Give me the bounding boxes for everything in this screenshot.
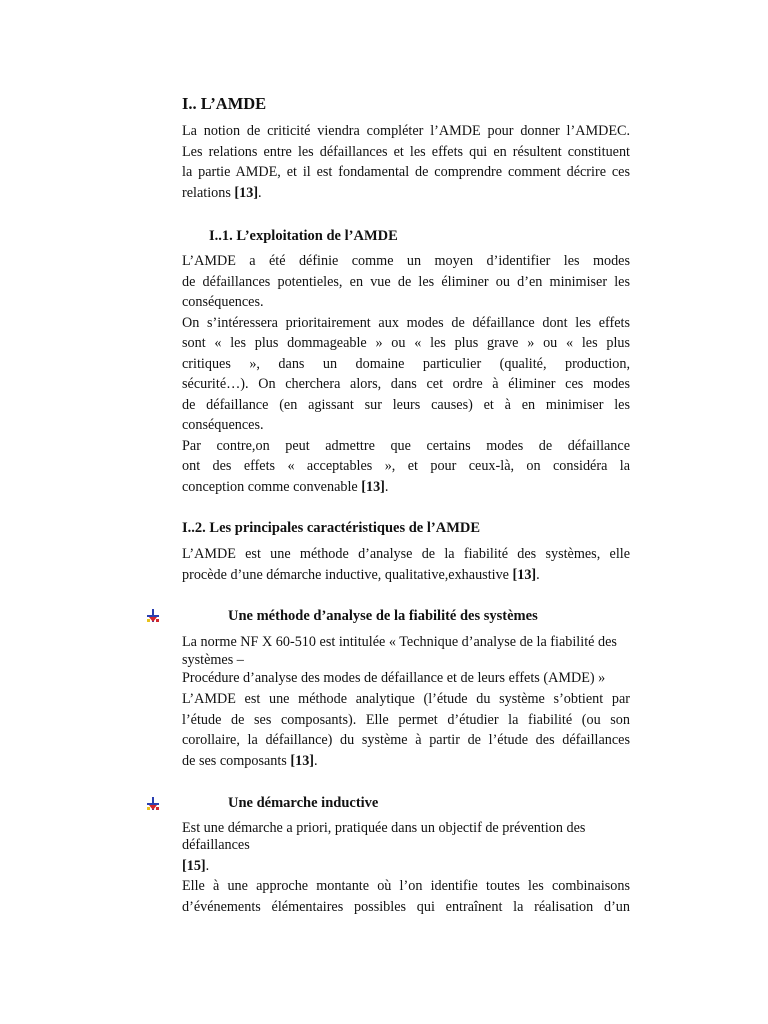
para-line: de défaillance (en agissant sur leurs causes) et à en minimiser les <box>182 396 630 413</box>
para-text: conception comme convenable <box>182 478 362 495</box>
citation-ref: [13] <box>234 184 259 201</box>
para-line: Procédure d’analyse des modes de défaillance et de leurs effets (AMDE) » <box>182 670 606 686</box>
sentence-end: . <box>384 478 389 495</box>
para-line: de défaillances potentieles, en vue de les éliminer ou d’en minimiser les <box>182 273 630 290</box>
para-line-last <box>182 477 630 498</box>
para-line: conséquences. <box>182 294 264 310</box>
para-line-last <box>182 751 630 772</box>
sentence-end: . <box>536 566 540 583</box>
citation-ref: [15] <box>182 858 206 874</box>
para-line: Par contre,on peut admettre que certains modes de défaillance <box>182 437 630 454</box>
exploitation-paragraph <box>182 251 630 497</box>
citation-ref: [13] <box>290 752 315 769</box>
para-line: L’AMDE est une méthode d’analyse de la fiabilité des systèmes, elle <box>182 546 630 562</box>
bullet-arrow-icon <box>146 609 160 623</box>
sentence-end: . <box>258 184 262 201</box>
sentence-end: . <box>314 752 318 769</box>
caracteristiques-paragraph <box>182 544 630 585</box>
para-line: Est une démarche a priori, pratiquée dans un objectif de prévention des défaillances <box>182 820 586 853</box>
para-line: sécurité…). On cherchera alors, dans cet ordre à éliminer ces modes <box>182 376 630 392</box>
para-line: L’AMDE a été définie comme un moyen d’identifier les modes <box>182 253 630 269</box>
para-line-ref <box>182 856 630 877</box>
para-text: procède d’une démarche inductive, qualitative,exhaustive <box>182 566 513 583</box>
demarche-paragraph <box>182 876 630 917</box>
bullet-title-methode: Une méthode d’analyse de la fiabilité des systèmes <box>228 608 538 624</box>
methode-paragraph-top <box>182 633 646 687</box>
para-line: ont des effets « acceptables », et pour ceux-là, on considéra la <box>182 458 630 474</box>
demarche-ref-line <box>182 856 630 877</box>
sentence-end: . <box>205 858 210 874</box>
para-line: L’AMDE est une méthode analytique (l’étude du système s’obtient par <box>182 691 630 707</box>
intro-line-last <box>182 183 630 204</box>
para-line-last <box>182 565 630 586</box>
para-line: critiques », dans un domaine particulier (qualité, production, <box>182 355 630 372</box>
para-line: Elle à une approche montante où l’on identifie toutes les combinaisons <box>182 878 630 894</box>
demarche-paragraph-top <box>182 820 646 854</box>
para-line: corollaire, la défaillance) du système à partir de l’étude des défaillances <box>182 732 630 748</box>
para-line: d’événements élémentaires possibles qui entraînent la réalisation d’un <box>182 898 630 915</box>
intro-line: La notion de criticité viendra compléter l’AMDE pour donner l’AMDEC. <box>182 123 630 139</box>
subsection-title-exploitation: I..1. L’exploitation de l’AMDE <box>209 228 398 244</box>
intro-line: la partie AMDE, et il est fondamental de comprendre comment décrire ces <box>182 164 630 180</box>
para-line: On s’intéressera prioritairement aux modes de défaillance dont les effets <box>182 314 630 331</box>
intro-paragraph <box>182 121 630 203</box>
para-text: de ses composants <box>182 752 291 769</box>
intro-text: relations <box>182 184 235 201</box>
subsection-title-caracteristiques: I..2. Les principales caractéristiques de l’AMDE <box>182 520 481 536</box>
bullet-title-demarche: Une démarche inductive <box>228 795 379 811</box>
para-line: sont « les plus dommageable » ou « les plus grave » ou « les plus <box>182 335 630 351</box>
bullet-arrow-icon <box>146 797 160 811</box>
intro-line: Les relations entre les défaillances et les effets qui en résultent constituent <box>182 143 630 160</box>
section-title: I.. L’AMDE <box>182 94 267 113</box>
para-line: La norme NF X 60-510 est intitulée « Technique d’analyse de la fiabilité des systèmes – <box>182 634 617 668</box>
para-line: conséquences. <box>182 417 264 433</box>
citation-ref: [13] <box>361 478 385 495</box>
methode-paragraph <box>182 689 630 771</box>
citation-ref: [13] <box>512 566 537 583</box>
para-line: l’étude de ses composants). Elle permet d’étudier la fiabilité (ou son <box>182 711 630 728</box>
